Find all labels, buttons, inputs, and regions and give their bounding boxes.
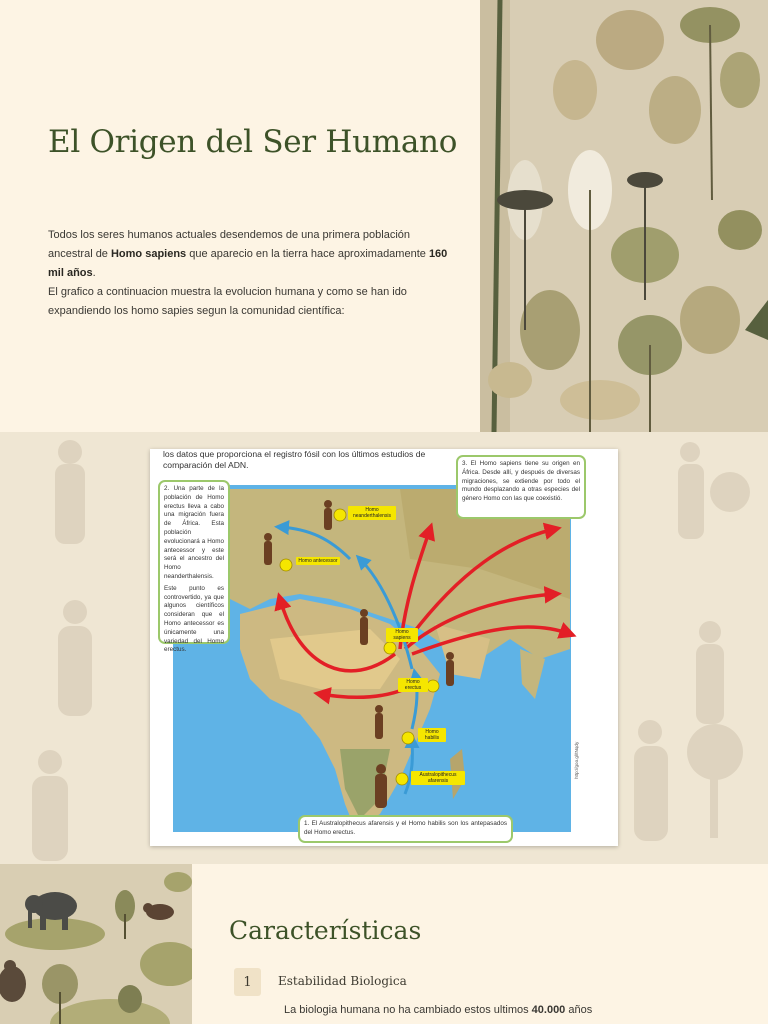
animals-illustration bbox=[0, 864, 192, 1024]
callout-1: 1. El Australopithecus afarensis y el Homo habilis son los antepasados del Homo erectus. bbox=[298, 815, 513, 843]
intro-text: Todos los seres humanos actuales desendemos de una primera población ancestral de Homo sapiens que aparecio en la tierra hace aproximadamente 160 mil años. El grafico a continuacion muestra la evolucion humana y como se han ido expandiendo los homo sapies segun la comunidad científica: bbox=[48, 229, 448, 317]
callout-3: 3. El Homo sapiens tiene su origen en África. Desde allí, y después de diversas migraciones, se extiende por todo el mundo desplazando a otras especies del género Homo con las que coexistió. bbox=[456, 455, 586, 519]
image-credit: http://goo.gl/tNqdy bbox=[574, 741, 579, 779]
evolution-map-figure bbox=[150, 449, 618, 846]
characteristics-section bbox=[0, 864, 768, 1024]
step-number-badge: 1 bbox=[234, 968, 261, 996]
label-homo-erectus: Homo erectus bbox=[398, 678, 428, 692]
highlight-years: 160 mil años bbox=[48, 248, 448, 279]
highlight-homo-sapiens: Homo sapiens bbox=[110, 248, 187, 260]
label-homo-habilis: Homo habilis bbox=[418, 728, 446, 742]
hero-section bbox=[0, 0, 768, 432]
step-title: Estabilidad Biologica bbox=[278, 974, 407, 988]
map-section bbox=[0, 432, 768, 864]
map-header-text: los datos que proporciona el registro fósil con los últimos estudios de comparación del ADN. bbox=[163, 449, 426, 470]
intro-text-second: El grafico a continuacion muestra la evolucion humana y como se han ido expandiendo los homo sapies segun la comunidad científica: bbox=[48, 286, 407, 317]
label-australopithecus: Australopithecus afarensis bbox=[411, 771, 465, 785]
callout-2: 2. Una parte de la población de Homo erectus lleva a cabo una migración fuera de África. Esta población evolucionará a Homo antecessor y este será el ancestro del Homo neanderthalensis. Este punto es controvertido, ya que algunos científicos consideran que el Homo antecessor es únicamente una variedad del Homo erectus. bbox=[158, 480, 230, 644]
label-homo-sapiens: Homo sapiens bbox=[386, 628, 418, 642]
label-homo-antecessor: Homo antecessor bbox=[296, 557, 340, 565]
section-title: Características bbox=[229, 916, 422, 945]
label-homo-neanderthalensis: Homo neanderthalensis bbox=[348, 506, 396, 520]
step-description: La biologia humana no ha cambiado estos ultimos 40.000 años bbox=[284, 1004, 593, 1016]
forest-illustration bbox=[480, 0, 768, 432]
page-title: El Origen del Ser Humano bbox=[48, 124, 458, 160]
